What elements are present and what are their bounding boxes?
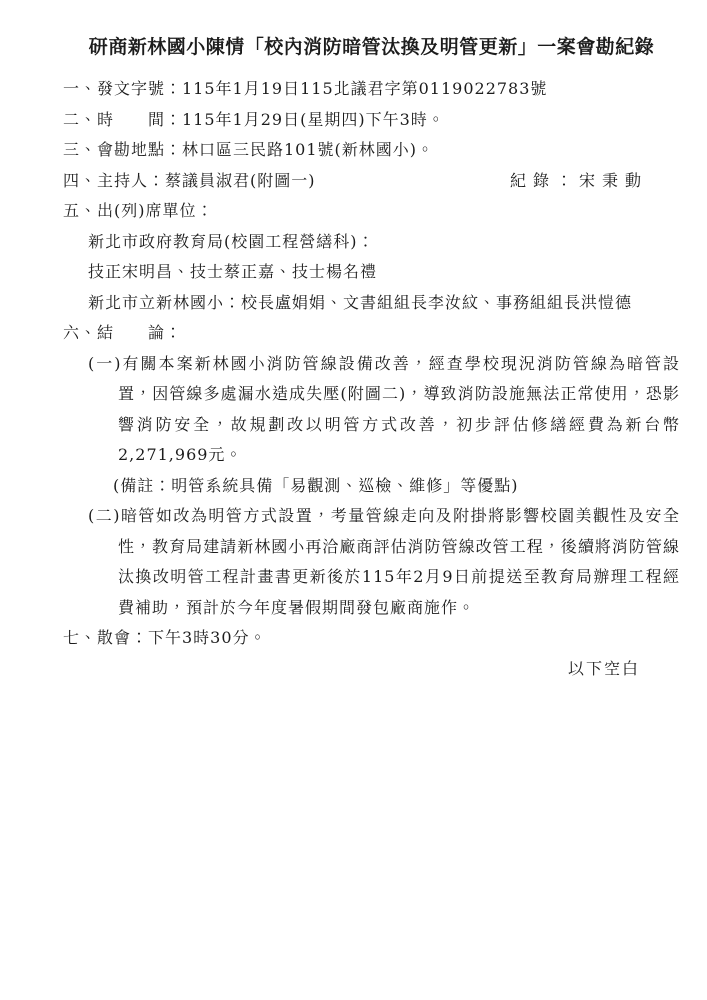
line-adjournment: 七、散會：下午3時30分。	[63, 628, 267, 647]
recorder-text: 紀錄：宋秉動	[509, 170, 648, 190]
closing-note: 以下空白	[567, 658, 640, 678]
line-conclusion-header: 六、結 論：	[63, 323, 183, 342]
chair-text: 四、主持人：蔡議員淑君(附圖一)	[63, 170, 316, 190]
line-attendee-org1: 新北市政府教育局(校園工程營繕科)：	[88, 231, 375, 251]
line-meeting-time: 二、時 間：115年1月29日(星期四)下午3時。	[63, 109, 445, 129]
line-doc-number: 一、發文字號：115年1月19日115北議君字第0119022783號	[63, 79, 548, 98]
line-meeting-location: 三、會勘地點：林口區三民路101號(新林國小)。	[63, 140, 435, 159]
line-conclusion-item1-note: (備註：明管系統具備「易觀測、巡檢、維修」等優點)	[113, 475, 519, 495]
line-attendees-header: 五、出(列)席單位：	[63, 201, 214, 220]
line-chair-and-recorder	[63, 166, 680, 197]
line-attendee-org2: 新北市立新林國小：校長盧娟娟、文書組組長李汝紋、事務組組長洪愷德	[88, 292, 633, 312]
document-title: 研商新林國小陳情「校內消防暗管汰換及明管更新」一案會勘紀錄	[88, 36, 655, 58]
line-attendee-org1-members: 技正宋明昌、技士蔡正嘉、技士楊名禮	[88, 262, 378, 281]
para-conclusion-item2: (二)暗管如改為明管方式設置，考量管線走向及附掛將影響校園美觀性及安全性，教育局建請新林國小再洽廠商評估消防管線改管工程，後續將消防管線汰換改明管工程計畫書更新後於115年2月9日前提送至教育局辦理工程經費補助，預計於今年度暑假期間發包廠商施作。	[88, 506, 680, 617]
para-conclusion-item1: (一)有關本案新林國小消防管線設備改善，經查學校現況消防管線為暗管設置，因管線多處漏水造成失壓(附圖二)，導致消防設施無法正常使用，恐影響消防安全，故規劃改以明管方式改善，初步評估修繕經費為新台幣2,271,969元。	[88, 353, 680, 464]
